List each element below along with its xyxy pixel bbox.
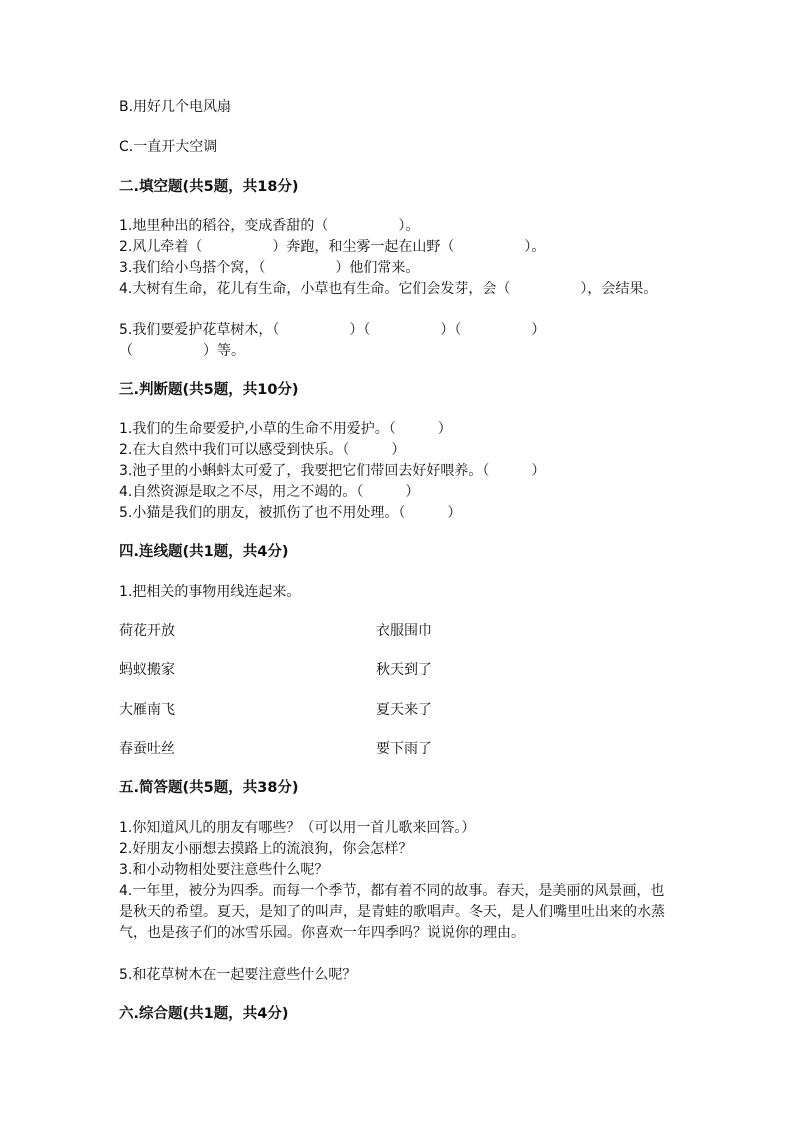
fill-item-1: 1.地里种出的稻谷，变成香甜的（ ）。	[119, 218, 420, 234]
match-left-4: 春蚕吐丝	[119, 741, 175, 757]
fill-item-2: 2.风儿牵着（ ）奔跑，和尘雾一起在山野（ ）。	[119, 239, 546, 255]
section-heading-comprehensive: 六.综合题(共1题，共4分)	[119, 1006, 289, 1022]
section-heading-short-answer: 五.简答题(共5题，共38分)	[119, 780, 299, 796]
judge-item-1: 1.我们的生命要爱护,小草的生命不用爱护。（ ）	[119, 421, 452, 437]
match-right-2: 秋天到了	[376, 662, 432, 678]
match-right-3: 夏天来了	[376, 702, 432, 718]
match-left-1: 荷花开放	[119, 623, 175, 639]
judge-item-2: 2.在大自然中我们可以感受到快乐。（ ）	[119, 442, 406, 458]
short-item-3: 3.和小动物相处要注意些什么呢？	[119, 862, 329, 878]
match-left-2: 蚂蚁搬家	[119, 662, 175, 678]
short-item-4: 4.一年里，被分为四季。而每一个季节，都有着不同的故事。春天，是美丽的风景画，也是秋天的希望。夏天，是知了的叫声，是青蛙的歌唱声。冬天，是人们嘴里吐出来的水蒸气，也是孩子们的冰雪乐园。你喜欢一年四季吗？说说你的理由。	[119, 883, 665, 941]
short-item-5: 5.和花草树木在一起要注意些什么呢？	[119, 967, 357, 983]
fill-item-5: 5.我们要爱护花草树木，（ ）（ ）（ ）（ ）等。	[119, 322, 546, 359]
judge-item-4: 4.自然资源是取之不尽，用之不竭的。（ ）	[119, 484, 420, 500]
match-right-4: 要下雨了	[376, 741, 432, 757]
option-c: C.一直开大空调	[119, 139, 218, 155]
match-left-3: 大雁南飞	[119, 702, 175, 718]
section-heading-matching: 四.连线题(共1题，共4分)	[119, 544, 289, 560]
match-right-1: 衣服围巾	[376, 623, 432, 639]
fill-item-4: 4.大树有生命，花儿有生命，小草也有生命。它们会发芽，会（ ），会结果。	[119, 281, 658, 297]
option-b: B.用好几个电风扇	[119, 99, 232, 115]
section-heading-judge: 三.判断题(共5题，共10分)	[119, 382, 299, 398]
short-item-1: 1.你知道风儿的朋友有哪些？（可以用一首儿歌来回答。）	[119, 820, 476, 836]
judge-item-3: 3.池子里的小蝌蚪太可爱了，我要把它们带回去好好喂养。（ ）	[119, 463, 546, 479]
section-heading-fill-in: 二.填空题(共5题，共18分)	[119, 179, 299, 195]
judge-item-5: 5.小猫是我们的朋友，被抓伤了也不用处理。（ ）	[119, 505, 462, 521]
short-item-2: 2.好朋友小丽想去摸路上的流浪狗，你会怎样？	[119, 841, 413, 857]
fill-item-3: 3.我们给小鸟搭个窝，（ ）他们常来。	[119, 260, 420, 276]
matching-question: 1.把相关的事物用线连起来。	[119, 584, 301, 600]
